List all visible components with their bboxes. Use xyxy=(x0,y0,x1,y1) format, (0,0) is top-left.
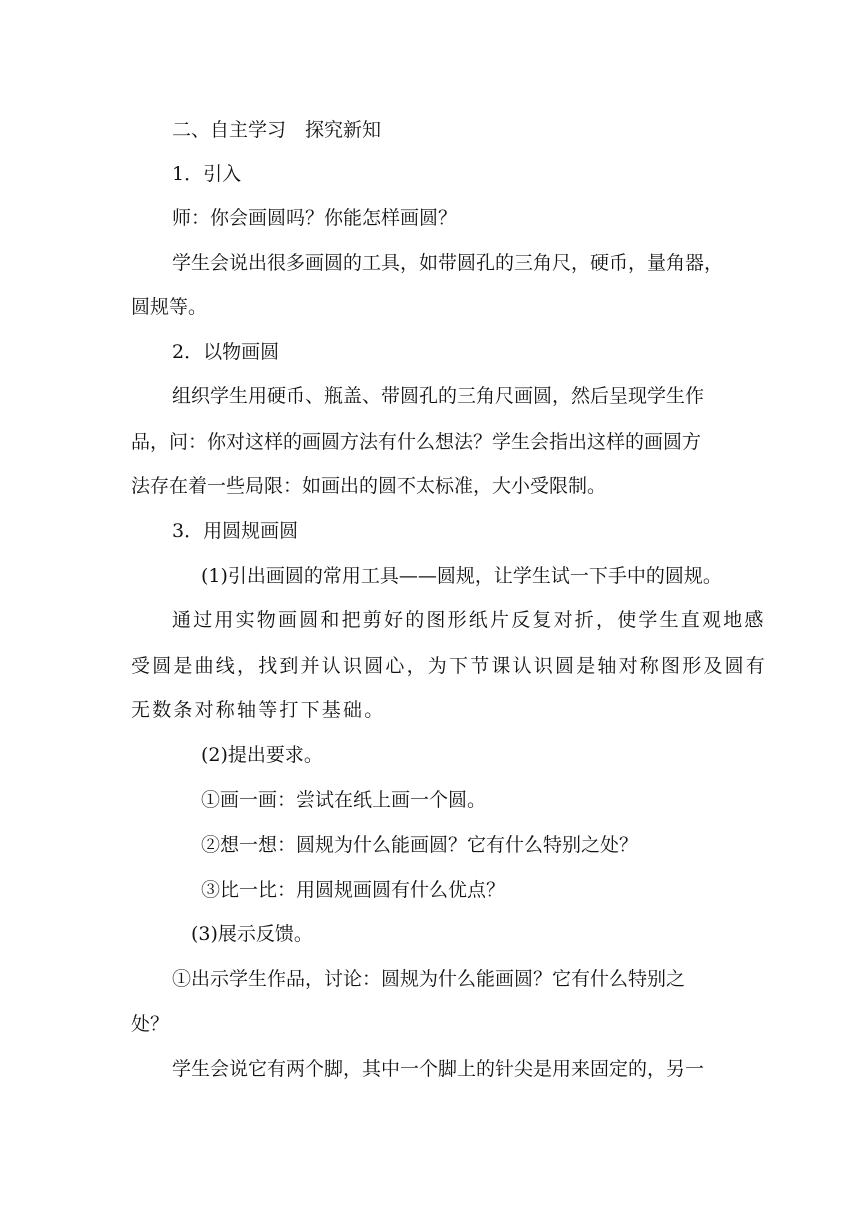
list-item: (3)展示反馈。 xyxy=(191,923,313,945)
subheading-compass: 3．用圆规画圆 xyxy=(172,520,299,542)
paragraph-line: (1)引出画圆的常用工具——圆规，让学生试一下手中的圆规。 xyxy=(201,565,722,587)
paragraph-line: 学生会说它有两个脚，其中一个脚上的针尖是用来固定的，另一 xyxy=(172,1058,705,1080)
paragraph-line: 师：你会画圆吗？你能怎样画圆？ xyxy=(172,207,458,229)
paragraph-line: 受圆是曲线，找到并认识圆心，为下节课认识圆是轴对称图形及圆有 xyxy=(131,655,768,677)
paragraph-line: 圆规等。 xyxy=(131,296,208,318)
paragraph-line: ①出示学生作品，讨论：圆规为什么能画圆？它有什么特别之 xyxy=(172,968,686,990)
paragraph-line: 组织学生用硬币、瓶盖、带圆孔的三角尺画圆，然后呈现学生作 xyxy=(172,385,705,407)
list-item: ③比一比：用圆规画圆有什么优点？ xyxy=(201,879,506,901)
paragraph-line: 通过用实物画圆和把剪好的图形纸片反复对折，使学生直观地感 xyxy=(172,609,766,631)
paragraph-line: 品，问：你对这样的画圆方法有什么想法？学生会指出这样的画圆方 xyxy=(131,431,702,453)
list-item: ②想一想：圆规为什么能画圆？它有什么特别之处？ xyxy=(201,834,639,856)
section-heading: 二、自主学习 探究新知 xyxy=(172,119,382,141)
subheading-intro: 1．引入 xyxy=(172,163,242,185)
paragraph-line: 学生会说出很多画圆的工具，如带圆孔的三角尺，硬币，量角器， xyxy=(172,252,724,274)
list-item: (2)提出要求。 xyxy=(201,744,323,766)
list-item: ①画一画：尝试在纸上画一个圆。 xyxy=(201,789,487,811)
paragraph-line: 处？ xyxy=(131,1013,170,1035)
subheading-draw-with-objects: 2．以物画圆 xyxy=(172,341,280,363)
paragraph-line: 法存在着一些局限：如画出的圆不太标准，大小受限制。 xyxy=(131,475,607,497)
paragraph-line: 无数条对称轴等打下基础。 xyxy=(131,699,386,721)
